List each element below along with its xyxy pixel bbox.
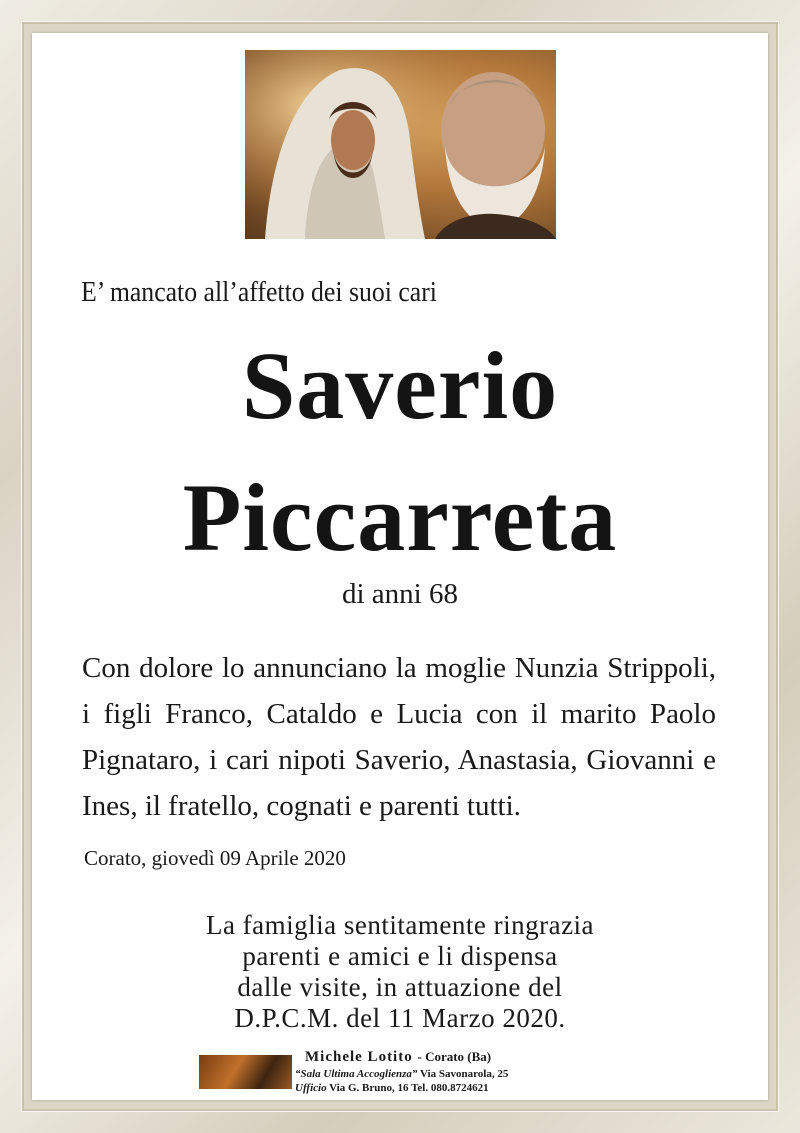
- obituary-sheet: [32, 33, 768, 1100]
- funeral-home-footer: [199, 1049, 619, 1095]
- intro-text: E’ mancato all’affetto dei suoi cari: [81, 277, 437, 308]
- hall-address: Via Savonarola, 25: [420, 1068, 509, 1080]
- religious-portrait-image: [245, 50, 556, 239]
- thanks-line: La famiglia sentitamente ringrazia: [205, 910, 595, 940]
- thanks-line: parenti e amici e li dispensa: [242, 941, 558, 971]
- office-line: [295, 1082, 489, 1094]
- age-text: di anni 68: [342, 578, 458, 610]
- phone-number: Tel. 080.8724621: [411, 1082, 489, 1094]
- company-location: - Corato (Ba): [417, 1049, 492, 1064]
- place-date: Corato, giovedì 09 Aprile 2020: [84, 846, 346, 870]
- announcement-text: Con dolore lo annunciano la moglie Nunzia Strippoli, i figli Franco, Cataldo e Lucia con il marito Paolo Pignataro, i cari nipoti Saverio, Anastasia, Giovanni e Ines, il fratello, cognati e parenti tutti.: [82, 652, 716, 822]
- hall-name: “Sala Ultima Accoglienza”: [295, 1068, 418, 1080]
- first-name: Saverio: [241, 332, 559, 439]
- thanks-block: [32, 910, 768, 1034]
- thanks-line: dalle visite, in attuazione del: [237, 972, 563, 1002]
- office-label: Ufficio: [295, 1082, 327, 1094]
- thanks-line: D.P.C.M. del 11 Marzo 2020.: [234, 1003, 566, 1033]
- office-address: Via G. Bruno, 16: [329, 1082, 409, 1094]
- hall-line: [295, 1068, 508, 1080]
- company-name: Michele Lotito: [305, 1049, 413, 1065]
- last-name: Piccarreta: [182, 464, 618, 571]
- company-line: [305, 1049, 491, 1066]
- funeral-home-logo-image: [199, 1055, 292, 1089]
